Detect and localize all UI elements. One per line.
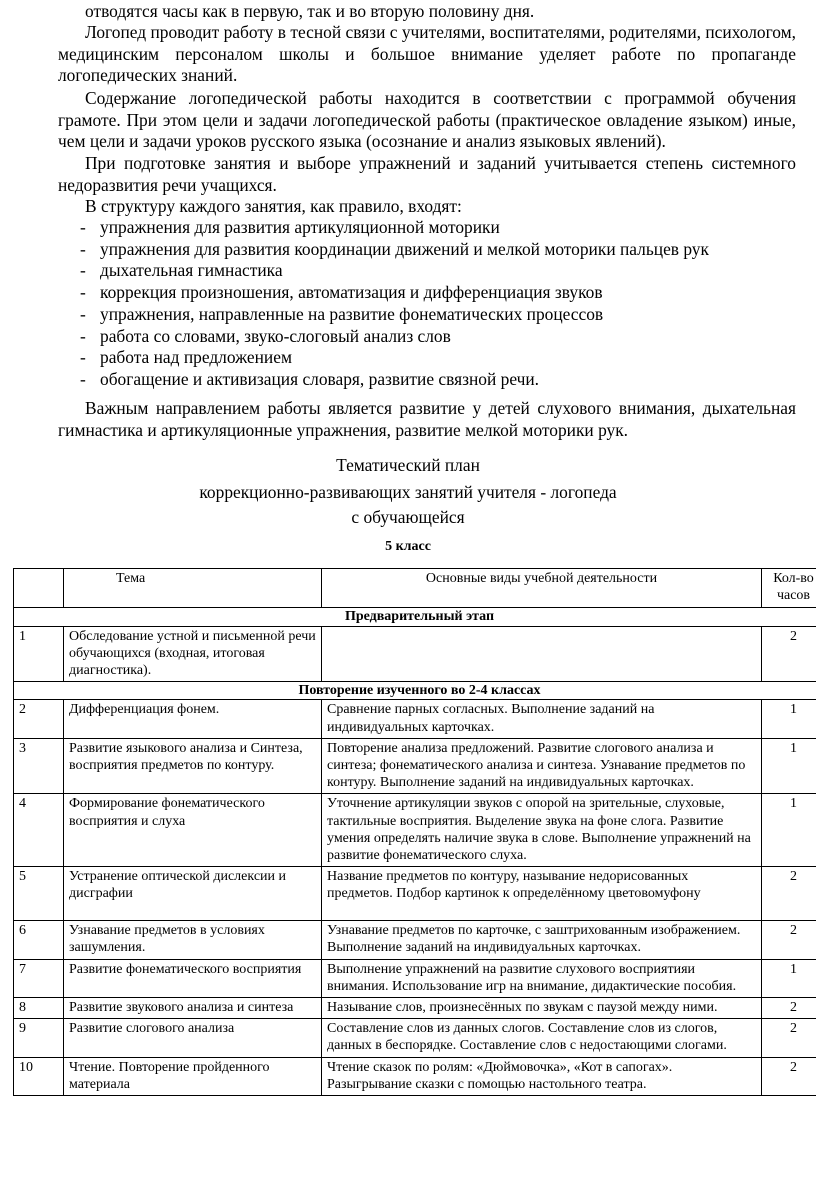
row-activity: Узнавание предметов по карточке, с заштрихованным изображением. Выполнение заданий на индивидуальных карточках. bbox=[322, 921, 762, 959]
table-header-row bbox=[14, 569, 816, 608]
plan-title: Тематический план bbox=[336, 455, 480, 475]
row-topic: Устранение оптической дислексии и дисграфии bbox=[64, 867, 322, 921]
list-item: - упражнения, направленные на развитие фонематических процессов bbox=[80, 303, 604, 324]
paragraph-content: Содержание логопедической работы находится в соответствии с программой обучения грамоте. При этом цели и задачи логопедической работы (практическое овладение языком) иные, чем цели и задачи уроков русского языка (осознание и анализ языковых явлений). bbox=[58, 88, 796, 152]
list-item: - дыхательная гимнастика bbox=[80, 260, 283, 281]
list-item: - работа над предложением bbox=[80, 347, 292, 368]
list-item: - упражнения для развития артикуляционной моторики bbox=[80, 217, 500, 237]
table-row bbox=[14, 867, 816, 921]
row-activity bbox=[322, 626, 762, 682]
row-hours: 2 bbox=[762, 867, 816, 921]
header-hours: Кол-во часов bbox=[762, 569, 816, 608]
table-row bbox=[14, 794, 816, 867]
table-row bbox=[14, 1019, 816, 1057]
row-activity: Уточнение артикуляции звуков с опорой на зрительные, слуховые, тактильные восприятия. Выделение звука на фоне слога. Развитие умения определять наличие звука в слове. Выполнение упражнений на развитие фонематического слуха. bbox=[322, 794, 762, 867]
row-topic: Развитие фонематического восприятия bbox=[64, 959, 322, 997]
table-row bbox=[14, 738, 816, 794]
plan-student: с обучающейся bbox=[351, 507, 465, 527]
row-topic: Обследование устной и письменной речи обучающихся (входная, итоговая диагностика). bbox=[64, 626, 322, 682]
table-row bbox=[14, 998, 816, 1019]
row-hours: 1 bbox=[762, 794, 816, 867]
row-num: 9 bbox=[14, 1019, 64, 1057]
row-activity: Название предметов по контуру, называние недорисованных предметов. Подбор картинок к определённому цветовомуфону bbox=[322, 867, 762, 921]
row-topic: Формирование фонематического восприятия и слуха bbox=[64, 794, 322, 867]
row-activity: Называние слов, произнесённых по звукам с паузой между ними. bbox=[322, 998, 762, 1019]
row-topic: Развитие звукового анализа и синтеза bbox=[64, 998, 322, 1019]
row-hours: 2 bbox=[762, 1019, 816, 1057]
paragraph-important: Важным направлением работы является развитие у детей слухового внимания, дыхательная гимнастика и артикуляционные упражнения, развитие мелкой моторики рук. bbox=[58, 398, 796, 440]
row-topic: Дифференциация фонем. bbox=[64, 700, 322, 738]
table-row bbox=[14, 921, 816, 959]
row-num: 2 bbox=[14, 700, 64, 738]
row-activity: Сравнение парных согласных. Выполнение заданий на индивидуальных карточках. bbox=[322, 700, 762, 738]
row-hours: 2 bbox=[762, 626, 816, 682]
row-hours: 2 bbox=[762, 1057, 816, 1095]
row-hours: 1 bbox=[762, 738, 816, 794]
list-item: - упражнения для развития координации движений и мелкой моторики пальцев рук bbox=[80, 238, 709, 259]
row-activity: Составление слов из данных слогов. Составление слов из слогов, данных в беспорядке. Составление слов с недостающими слогами. bbox=[322, 1019, 762, 1057]
section-row bbox=[14, 682, 816, 700]
table-row bbox=[14, 959, 816, 997]
section-row bbox=[14, 608, 816, 626]
plan-subtitle: коррекционно-развивающих занятий учителя - логопеда bbox=[199, 482, 617, 502]
row-hours: 1 bbox=[762, 700, 816, 738]
row-activity: Выполнение упражнений на развитие слухового восприятияи внимания. Использование игр на внимание, дидактические пособия. bbox=[322, 959, 762, 997]
row-activity: Чтение сказок по ролям: «Дюймовочка», «Кот в сапогах». Разыгрывание сказки с помощью настольного театра. bbox=[322, 1057, 762, 1095]
row-num: 1 bbox=[14, 626, 64, 682]
paragraph-preparation: При подготовке занятия и выборе упражнений и заданий учитывается степень системного недоразвития речи учащихся. bbox=[58, 153, 796, 195]
header-num bbox=[14, 569, 64, 608]
table-row bbox=[14, 1057, 816, 1095]
row-num: 3 bbox=[14, 738, 64, 794]
table-row bbox=[14, 700, 816, 738]
row-num: 10 bbox=[14, 1057, 64, 1095]
row-num: 6 bbox=[14, 921, 64, 959]
list-item: - обогащение и активизация словаря, развитие связной речи. bbox=[80, 368, 540, 389]
row-num: 7 bbox=[14, 959, 64, 997]
paragraph-structure: В структуру каждого занятия, как правило, входят: bbox=[85, 196, 462, 216]
header-topic: Тема bbox=[64, 569, 322, 608]
row-hours: 1 bbox=[762, 959, 816, 997]
list-item: - коррекция произношения, автоматизация и дифференциация звуков bbox=[80, 282, 603, 303]
row-num: 4 bbox=[14, 794, 64, 867]
row-activity: Повторение анализа предложений. Развитие слогового анализа и синтеза; фонематического анализа и синтеза. Узнавание предметов по контуру. Выполнение заданий на индивидуальных карточках. bbox=[322, 738, 762, 794]
row-hours: 2 bbox=[762, 921, 816, 959]
paragraph-speech-therapist: Логопед проводит работу в тесной связи с учителями, воспитателями, родителями, психологом, медицинским персоналом школы и большое внимание уделяет работе по пропаганде логопедических знаний. bbox=[58, 22, 796, 86]
row-topic: Развитие слогового анализа bbox=[64, 1019, 322, 1057]
section-title: Предварительный этап bbox=[14, 608, 816, 626]
list-item: - работа со словами, звуко-слоговый анализ слов bbox=[80, 325, 451, 346]
class-label: 5 класс bbox=[385, 539, 431, 554]
row-topic: Чтение. Повторение пройденного материала bbox=[64, 1057, 322, 1095]
lesson-structure-list bbox=[80, 217, 709, 391]
table-row bbox=[14, 626, 816, 682]
thematic-plan-table bbox=[13, 568, 816, 1096]
section-title: Повторение изученного во 2-4 классах bbox=[14, 682, 816, 700]
row-num: 5 bbox=[14, 867, 64, 921]
header-activity: Основные виды учебной деятельности bbox=[322, 569, 762, 608]
row-topic: Развитие языкового анализа и Синтеза, восприятия предметов по контуру. bbox=[64, 738, 322, 794]
row-topic: Узнавание предметов в условиях зашумления. bbox=[64, 921, 322, 959]
row-hours: 2 bbox=[762, 998, 816, 1019]
row-num: 8 bbox=[14, 998, 64, 1019]
intro-line: отводятся часы как в первую, так и во вторую половину дня. bbox=[85, 1, 535, 21]
